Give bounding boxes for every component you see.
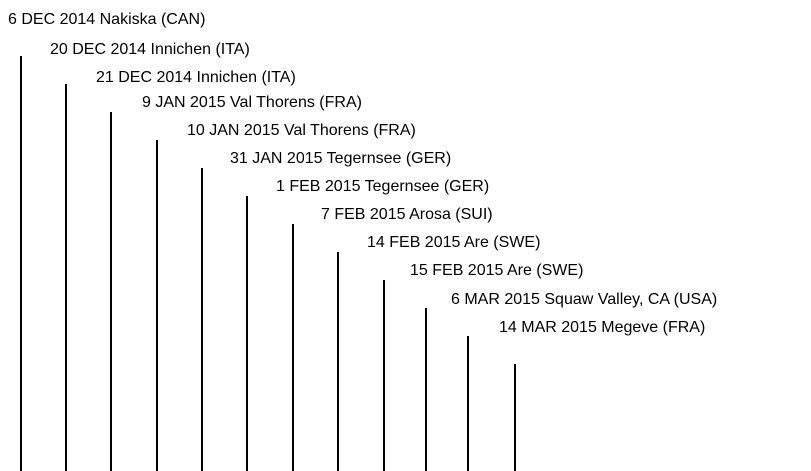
event-label: 14 MAR 2015 Megeve (FRA) bbox=[499, 319, 706, 336]
event-marker-line bbox=[156, 140, 158, 471]
event-marker-line bbox=[65, 84, 67, 471]
event-label: 10 JAN 2015 Val Thorens (FRA) bbox=[187, 122, 416, 139]
event-label: 20 DEC 2014 Innichen (ITA) bbox=[50, 41, 250, 58]
event-marker-line bbox=[246, 196, 248, 471]
event-label: 31 JAN 2015 Tegernsee (GER) bbox=[230, 150, 452, 167]
event-marker-line bbox=[20, 56, 22, 471]
event-marker-line bbox=[292, 224, 294, 471]
event-marker-line bbox=[337, 252, 339, 471]
event-label: 1 FEB 2015 Tegernsee (GER) bbox=[276, 178, 490, 195]
event-label: 6 DEC 2014 Nakiska (CAN) bbox=[8, 11, 206, 28]
event-label: 9 JAN 2015 Val Thorens (FRA) bbox=[142, 94, 362, 111]
event-marker-line bbox=[425, 308, 427, 471]
event-label: 15 FEB 2015 Are (SWE) bbox=[410, 262, 584, 279]
event-marker-line bbox=[383, 280, 385, 471]
event-marker-line bbox=[110, 112, 112, 471]
event-marker-line bbox=[201, 168, 203, 471]
event-label: 14 FEB 2015 Are (SWE) bbox=[367, 234, 541, 251]
event-label: 6 MAR 2015 Squaw Valley, CA (USA) bbox=[451, 291, 718, 308]
event-label: 21 DEC 2014 Innichen (ITA) bbox=[96, 69, 296, 86]
event-marker-line bbox=[467, 336, 469, 471]
event-marker-line bbox=[514, 364, 516, 471]
event-label: 7 FEB 2015 Arosa (SUI) bbox=[321, 206, 493, 223]
